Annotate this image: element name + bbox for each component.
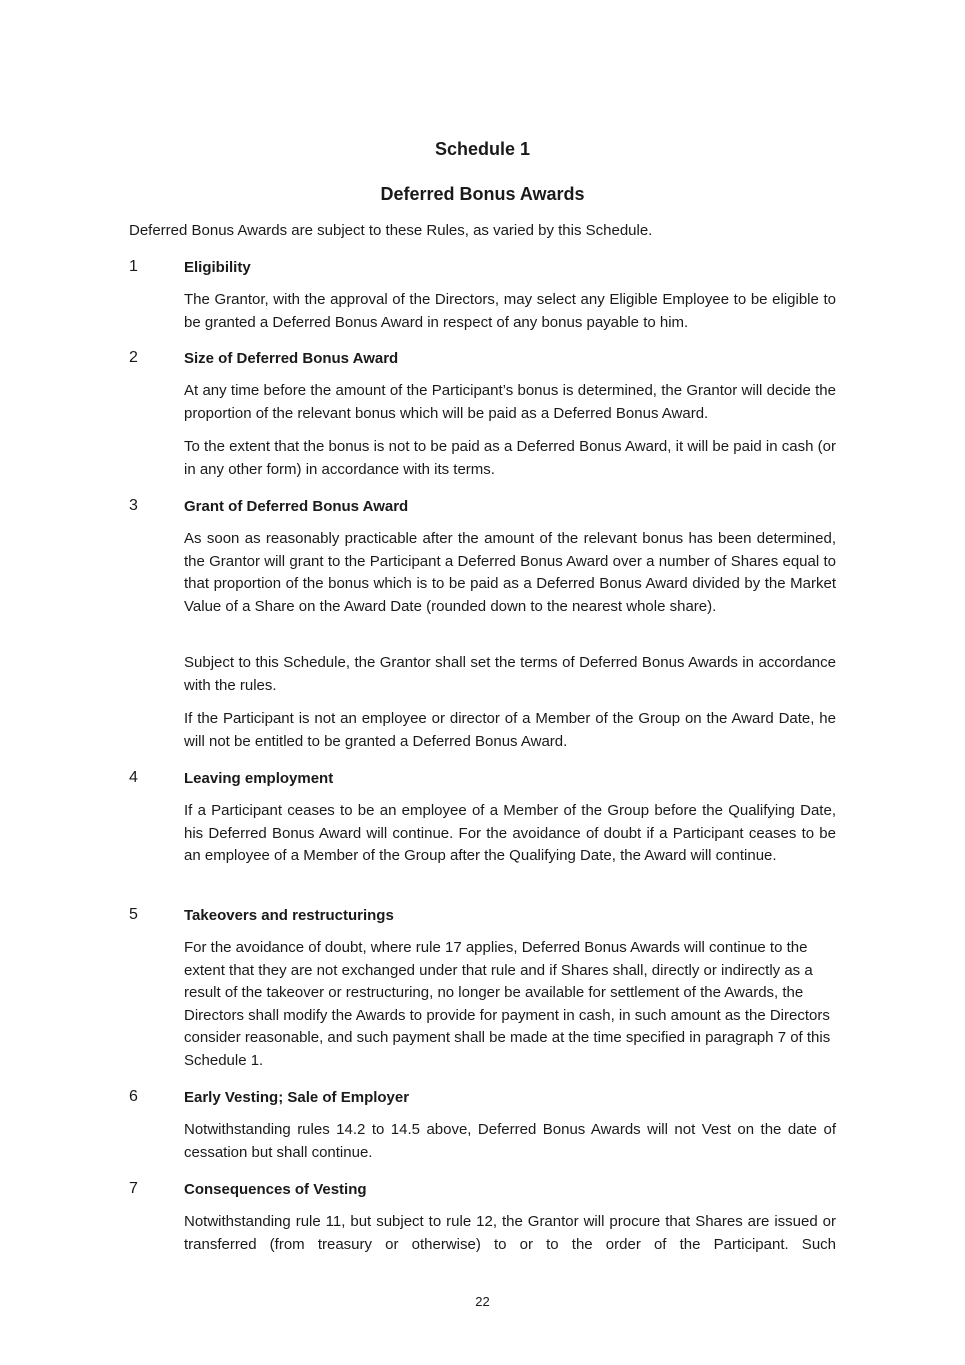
section-number: 4 [129,769,138,786]
section-paragraph: As soon as reasonably practicable after the amount of the relevant bonus has been determined, the Grantor will grant to the Participant a Deferred Bonus Award over a number of Shares equal to that proportion of the bonus which is to be paid as a Deferred Bonus Award divided by the Market Value of a Share on the Award Date (rounded down to the nearest whole share). [184,530,836,615]
section-heading: Size of Deferred Bonus Award [184,350,399,367]
section-paragraph: To the extent that the bonus is not to be paid as a Deferred Bonus Award, it will be paid in cash (or in any other form) in accordance with its terms. [184,438,836,478]
section-paragraph: Notwithstanding rules 14.2 to 14.5 above, Deferred Bonus Awards will not Vest on the date of cessation but shall continue. [184,1121,836,1161]
section-number: 6 [129,1088,138,1105]
page-number: 22 [475,1294,490,1309]
section-paragraph: If a Participant ceases to be an employee of a Member of the Group before the Qualifying Date, his Deferred Bonus Award will continue. For the avoidance of doubt if a Participant ceases to be an employee of a Member of the Group after the Qualifying Date, the Award will continue. [184,802,836,864]
section-paragraph: At any time before the amount of the Participant’s bonus is determined, the Grantor will decide the proportion of the relevant bonus which will be paid as a Deferred Bonus Award. [184,382,836,422]
section-paragraph: If the Participant is not an employee or director of a Member of the Group on the Award Date, he will not be entitled to be granted a Deferred Bonus Award. [184,710,836,750]
section-paragraph: Notwithstanding rule 11, but subject to rule 12, the Grantor will procure that Shares are issued or transferred (from treasury or otherwise) to or to the order of the Participant. Such [184,1213,836,1253]
section-heading: Grant of Deferred Bonus Award [184,498,409,515]
section-number: 1 [129,258,138,275]
section-heading: Takeovers and restructurings [184,907,394,924]
section-number: 5 [129,906,138,923]
section-heading: Early Vesting; Sale of Employer [184,1089,410,1106]
section-heading: Eligibility [184,259,251,276]
section-heading: Leaving employment [184,770,334,787]
section-paragraph: The Grantor, with the approval of the Directors, may select any Eligible Employee to be eligible to be granted a Deferred Bonus Award in respect of any bonus payable to him. [184,291,836,331]
intro-paragraph: Deferred Bonus Awards are subject to these Rules, as varied by this Schedule. [129,222,653,239]
section-number: 2 [129,349,138,366]
schedule-title: Schedule 1 [434,139,531,159]
section-paragraph: For the avoidance of doubt, where rule 17 applies, Deferred Bonus Awards will continue to the extent that they are not exchanged under that rule and if Shares shall, directly or indirectly as a result of the takeover or restructuring, no longer be available for settlement of the Awards, the Directors shall modify the Awards to provide for payment in cash, in such amount as the Directors consider reasonable, and such payment shall be made at the time specified in paragraph 7 of this Schedule 1. [184,939,831,1069]
section-paragraph: Subject to this Schedule, the Grantor shall set the terms of Deferred Bonus Awards in accordance with the rules. [184,654,836,694]
section-number: 3 [129,497,138,514]
section-number: 7 [129,1180,138,1197]
schedule-subtitle: Deferred Bonus Awards [380,184,585,204]
section-heading: Consequences of Vesting [184,1181,367,1198]
